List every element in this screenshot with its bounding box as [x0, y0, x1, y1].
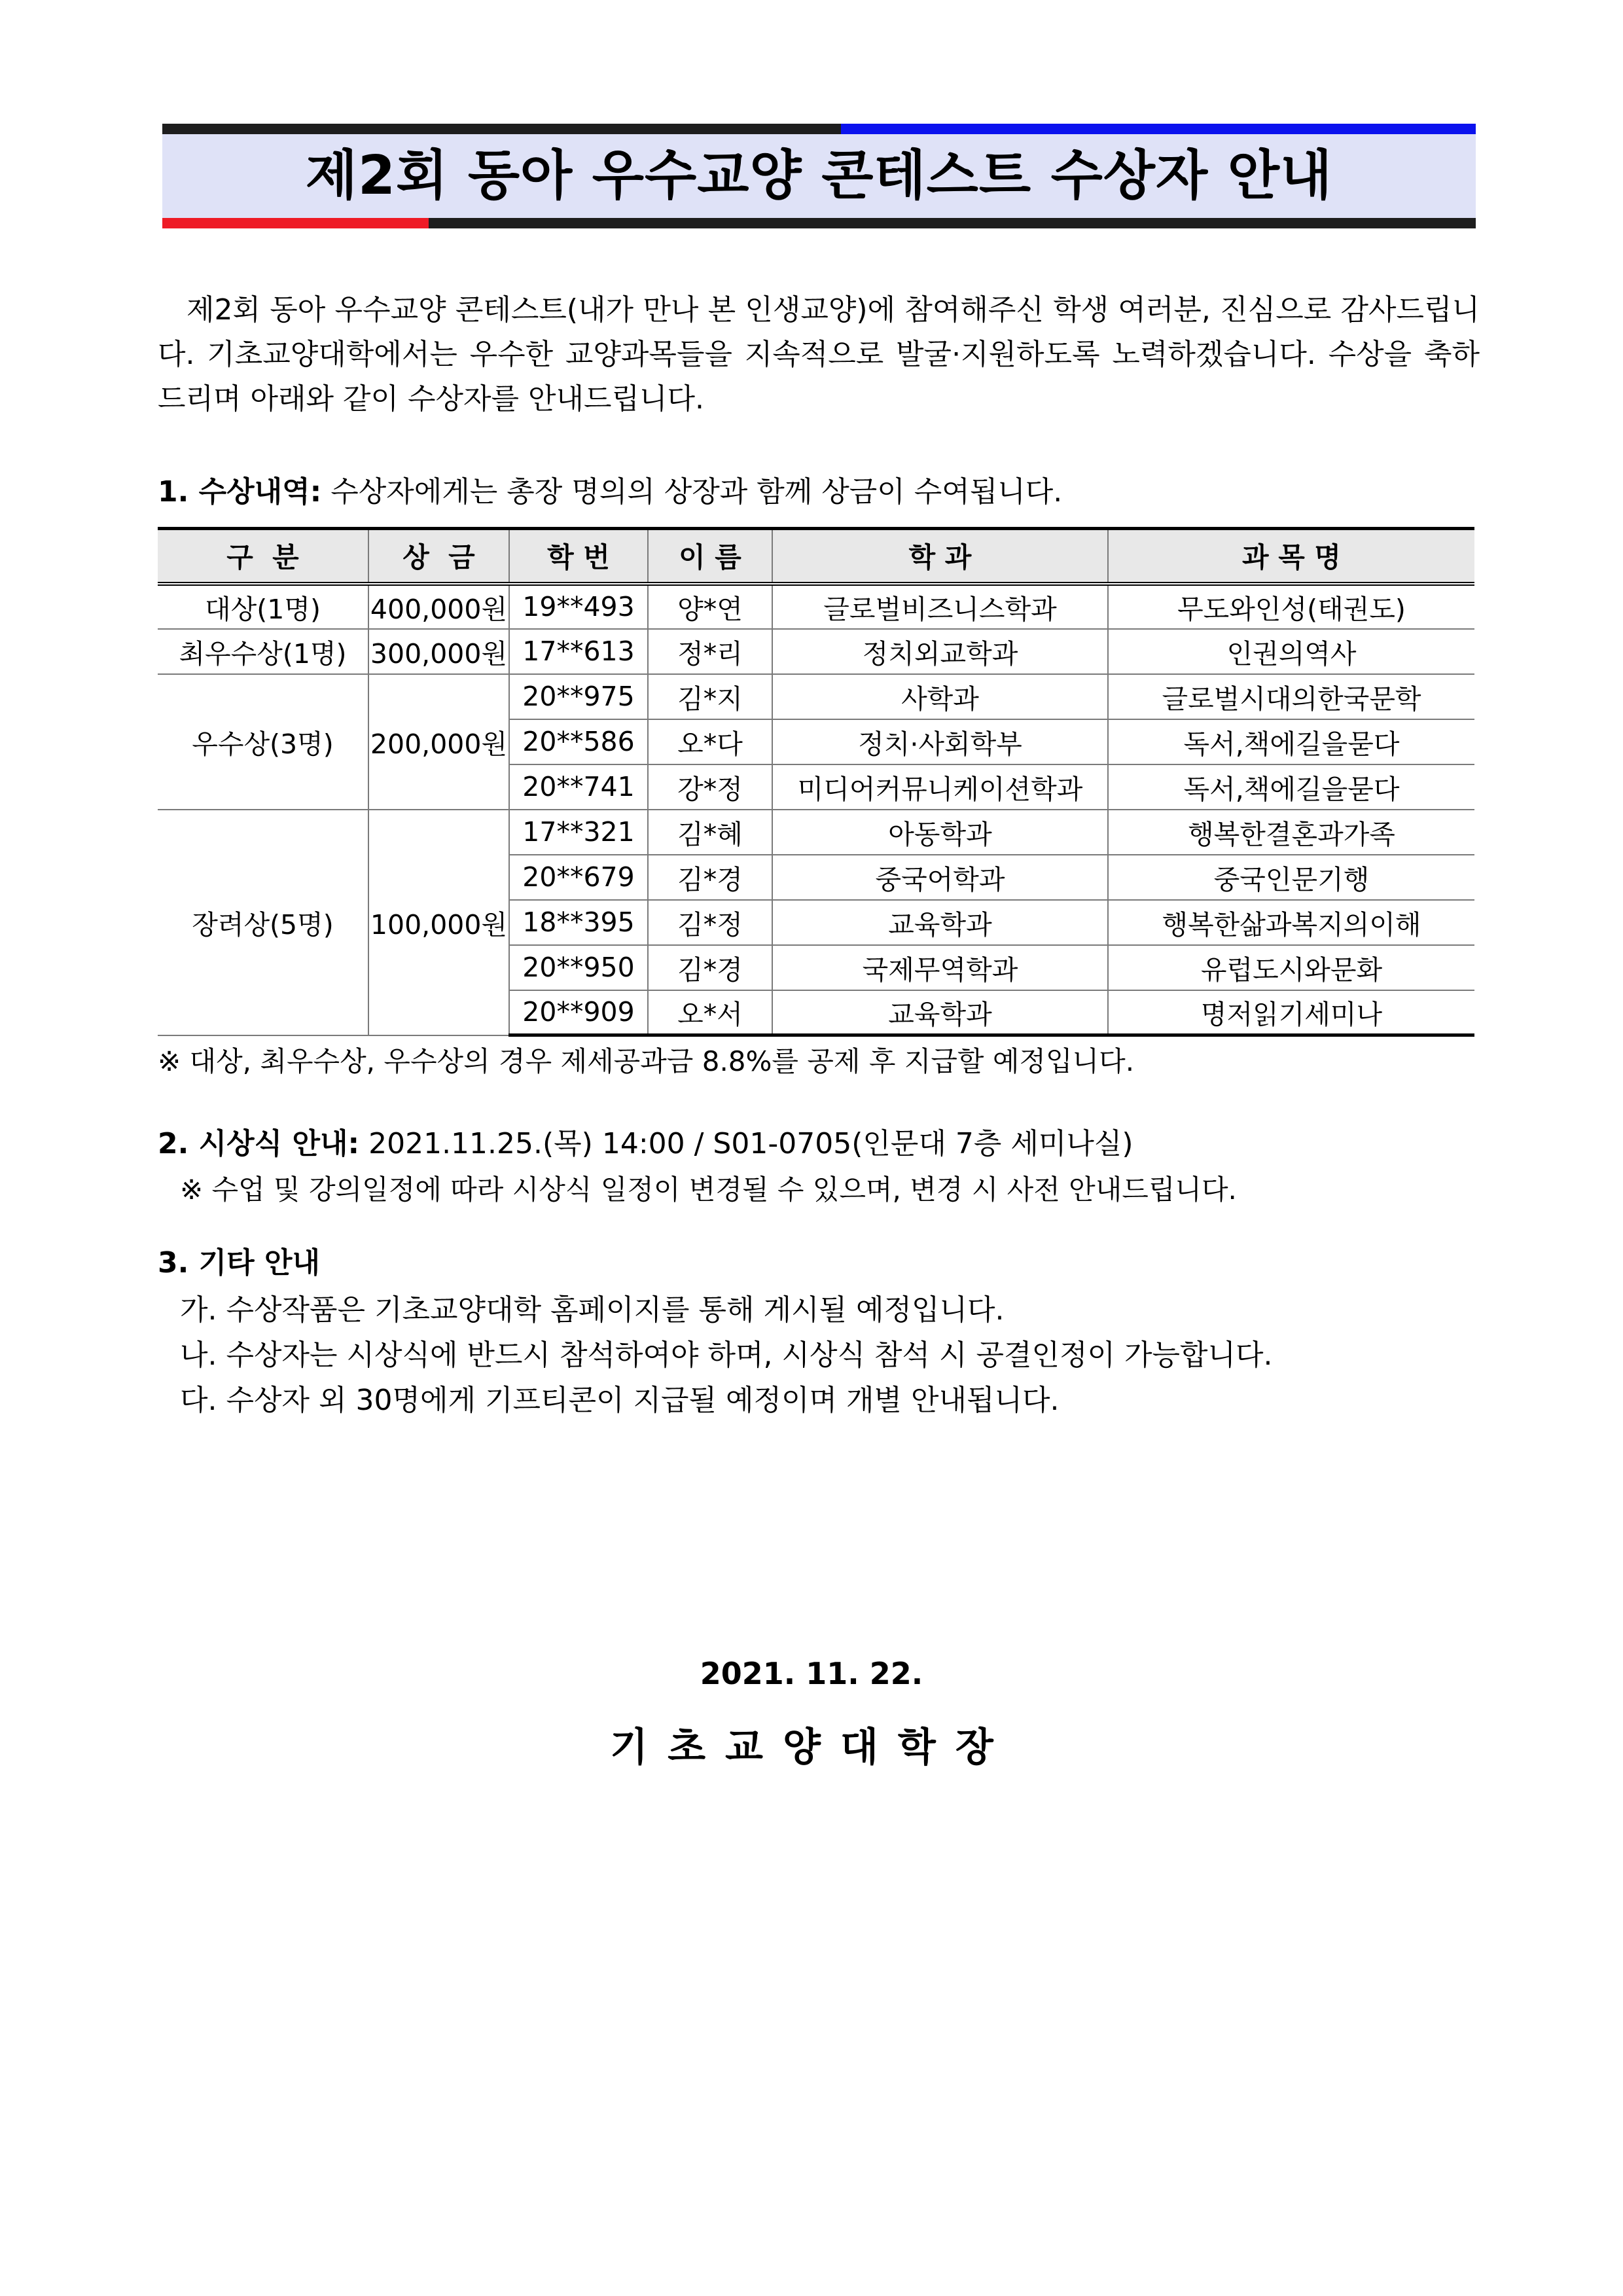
col-header-category: 구 분: [158, 529, 368, 584]
col-header-student-id: 학 번: [509, 529, 648, 584]
student-id: 20**679: [509, 855, 648, 900]
course-name: 독서,책에길을묻다: [1108, 719, 1474, 764]
title-banner: [162, 124, 1476, 228]
ceremony-note: ※ 수업 및 강의일정에 따라 시상식 일정이 변경될 수 있으며, 변경 시 사전 안내드립니다.: [180, 1174, 1237, 1206]
document-date: 2021. 11. 22.: [700, 1656, 923, 1691]
course-name: 유럽도시와문화: [1108, 945, 1474, 990]
award-category: 장려상(5명): [158, 810, 368, 1035]
student-name: 김*정: [648, 900, 772, 945]
student-department: 미디어커뮤니케이션학과: [772, 764, 1108, 810]
student-department: 사학과: [772, 674, 1108, 719]
student-name: 김*경: [648, 855, 772, 900]
student-department: 아동학과: [772, 810, 1108, 855]
student-name: 오*다: [648, 719, 772, 764]
student-name: 김*지: [648, 674, 772, 719]
student-department: 교육학과: [772, 990, 1108, 1035]
student-department: 교육학과: [772, 900, 1108, 945]
title-bar-top-blue: [841, 124, 1476, 134]
tax-note: ※ 대상, 최우수상, 우수상의 경우 제세공과금 8.8%를 공제 후 지급할 예정입니다.: [158, 1045, 1135, 1077]
col-header-prize: 상 금: [368, 529, 509, 584]
section3-heading: 3. 기타 안내: [158, 1246, 320, 1280]
section1-text: 수상자에게는 총장 명의의 상장과 함께 상금이 수여됩니다.: [330, 475, 1063, 509]
col-header-department: 학 과: [772, 529, 1108, 584]
list-item: 다. 수상자 외 30명에게 기프티콘이 지급될 예정이며 개별 안내됩니다.: [180, 1384, 1060, 1417]
section2-text: 2021.11.25.(목) 14:00 / S01-0705(인문대 7층 세미나실): [368, 1127, 1133, 1160]
col-header-course: 과 목 명: [1108, 529, 1474, 584]
student-name: 강*정: [648, 764, 772, 810]
title-bar-top-dark: [162, 124, 841, 134]
table-row: [158, 810, 1474, 855]
course-name: 글로벌시대의한국문학: [1108, 674, 1474, 719]
awards-table: [158, 527, 1474, 1037]
col-header-name: 이 름: [648, 529, 772, 584]
page-title: 제2회 동아 우수교양 콘테스트 수상자 안내: [305, 145, 1333, 207]
award-prize: 300,000원: [368, 629, 509, 674]
course-name: 독서,책에길을묻다: [1108, 764, 1474, 810]
student-name: 정*리: [648, 629, 772, 674]
section3-heading-line: [158, 1244, 320, 1283]
award-category: 우수상(3명): [158, 674, 368, 810]
table-row: [158, 674, 1474, 719]
student-id: 20**909: [509, 990, 648, 1035]
table-row: [158, 584, 1474, 629]
course-name: 중국인문기행: [1108, 855, 1474, 900]
signer-name: 기초교양대학장: [610, 1725, 1013, 1770]
student-department: 국제무역학과: [772, 945, 1108, 990]
list-item: 나. 수상자는 시상식에 반드시 참석하여야 하며, 시상식 참석 시 공결인정이 가능합니다.: [180, 1338, 1273, 1372]
section1-heading-line: [158, 473, 1062, 512]
list-item: 가. 수상작품은 기초교양대학 홈페이지를 통해 게시될 예정입니다.: [180, 1293, 1005, 1327]
section1-heading: 1. 수상내역:: [158, 475, 322, 509]
student-id: 17**321: [509, 810, 648, 855]
award-category: 대상(1명): [158, 584, 368, 629]
course-name: 인권의역사: [1108, 629, 1474, 674]
student-name: 양*연: [648, 584, 772, 629]
student-id: 20**975: [509, 674, 648, 719]
student-name: 김*경: [648, 945, 772, 990]
award-prize: 200,000원: [368, 674, 509, 810]
student-id: 20**950: [509, 945, 648, 990]
student-id: 18**395: [509, 900, 648, 945]
section2-heading: 2. 시상식 안내:: [158, 1127, 360, 1160]
title-bar-bottom-dark: [429, 218, 1476, 228]
student-department: 중국어학과: [772, 855, 1108, 900]
student-id: 17**613: [509, 629, 648, 674]
table-row: [158, 629, 1474, 674]
student-department: 정치·사회학부: [772, 719, 1108, 764]
award-prize: 100,000원: [368, 810, 509, 1035]
student-department: 정치외교학과: [772, 629, 1108, 674]
student-id: 20**586: [509, 719, 648, 764]
award-prize: 400,000원: [368, 584, 509, 629]
intro-paragraph: 제2회 동아 우수교양 콘테스트(내가 만나 본 인생교양)에 참여해주신 학생 여러분, 진심으로 감사드립니다. 기초교양대학에서는 우수한 교양과목들을 지속적으로 발굴·지원하도록 노력하겠습니다. 수상을 축하드리며 아래와 같이 수상자를 안내드립니다.: [158, 293, 1480, 416]
student-name: 김*혜: [648, 810, 772, 855]
table-header-row: [158, 529, 1474, 584]
course-name: 무도와인성(태권도): [1108, 584, 1474, 629]
section2-heading-line: [158, 1124, 1133, 1164]
course-name: 행복한결혼과가족: [1108, 810, 1474, 855]
student-id: 20**741: [509, 764, 648, 810]
student-id: 19**493: [509, 584, 648, 629]
course-name: 행복한삶과복지의이해: [1108, 900, 1474, 945]
award-category: 최우수상(1명): [158, 629, 368, 674]
student-name: 오*서: [648, 990, 772, 1035]
title-bar-bottom-red: [162, 218, 429, 228]
student-department: 글로벌비즈니스학과: [772, 584, 1108, 629]
course-name: 명저읽기세미나: [1108, 990, 1474, 1035]
